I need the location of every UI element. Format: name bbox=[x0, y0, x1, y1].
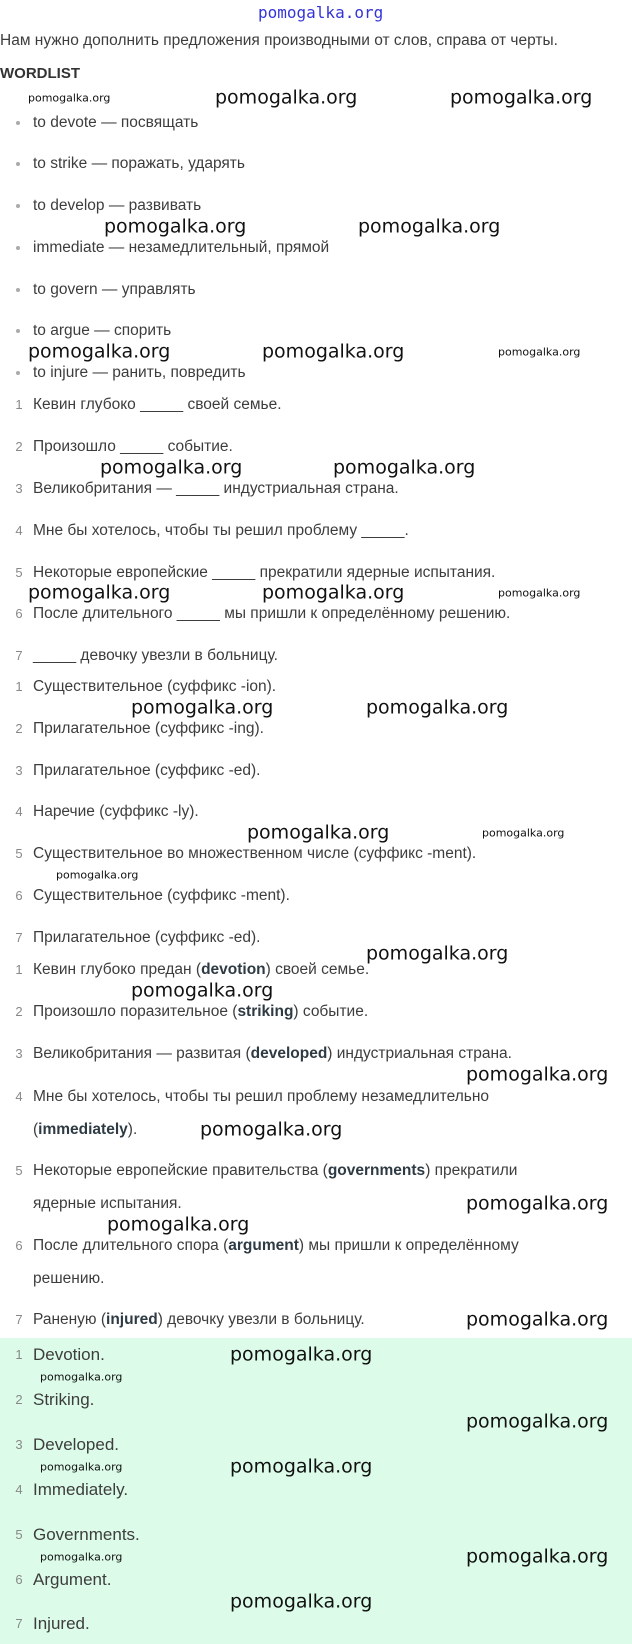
item-number: 3 bbox=[15, 763, 23, 778]
watermark: pomogalka.org bbox=[40, 1460, 123, 1474]
solution-text-part: ( bbox=[33, 1121, 39, 1138]
watermark: pomogalka.org bbox=[333, 456, 476, 479]
watermark: pomogalka.org bbox=[358, 215, 501, 238]
watermark: pomogalka.org bbox=[215, 86, 358, 109]
wordlist-text: to develop — развивать bbox=[33, 197, 202, 214]
item-number: 7 bbox=[15, 1616, 23, 1631]
solution-text bbox=[33, 1120, 137, 1140]
item-number: 6 bbox=[15, 888, 23, 903]
solution-text-part: ). bbox=[127, 1121, 138, 1138]
answer-word: injured bbox=[106, 1311, 158, 1328]
wordlist-text: immediate — незамедлительный, прямой bbox=[33, 239, 330, 256]
item-number: 4 bbox=[15, 1089, 23, 1104]
item-number: 6 bbox=[15, 1572, 23, 1587]
hint-text: Существительное во множественном числе (суффикс -ment). bbox=[33, 845, 477, 862]
watermark: pomogalka.org bbox=[28, 91, 111, 105]
item-number: 7 bbox=[15, 930, 23, 945]
item-number: 2 bbox=[15, 1004, 23, 1019]
item-number: 1 bbox=[15, 397, 23, 412]
solution-text bbox=[33, 1044, 512, 1064]
solution-text-part: Мне бы хотелось, чтобы ты решил проблему незамедлительно bbox=[33, 1088, 490, 1105]
hint-text: Существительное (суффикс -ment). bbox=[33, 887, 290, 904]
watermark: pomogalka.org bbox=[131, 979, 274, 1002]
wordlist-text: to argue — спорить bbox=[33, 322, 172, 339]
item-number: 5 bbox=[15, 1527, 23, 1542]
item-number: 2 bbox=[15, 721, 23, 736]
solution-text-part: ) индустриальная страна. bbox=[327, 1045, 512, 1062]
watermark: pomogalka.org bbox=[230, 1455, 373, 1478]
item-number: 5 bbox=[15, 846, 23, 861]
watermark: pomogalka.org bbox=[56, 868, 139, 882]
solution-text bbox=[33, 1002, 368, 1022]
item-number: 4 bbox=[15, 523, 23, 538]
intro-text: Нам нужно дополнить предложения производными от слов, справа от черты. bbox=[0, 32, 558, 49]
watermark: pomogalka.org bbox=[498, 345, 581, 359]
solution-text-part: ) событие. bbox=[293, 1003, 369, 1020]
solution-text bbox=[33, 1236, 519, 1256]
answer-text: Devotion. bbox=[33, 1345, 105, 1364]
watermark: pomogalka.org bbox=[466, 1410, 609, 1433]
site-header-link[interactable]: pomogalka.org bbox=[258, 3, 384, 22]
watermark: pomogalka.org bbox=[482, 826, 565, 840]
answer-word: striking bbox=[237, 1003, 294, 1020]
answer-text: Immediately. bbox=[33, 1480, 129, 1499]
bullet-icon bbox=[16, 121, 20, 125]
watermark: pomogalka.org bbox=[466, 1308, 609, 1331]
hint-text: Существительное (суффикс -ion). bbox=[33, 678, 277, 695]
hint-text: Прилагательное (суффикс -ed). bbox=[33, 762, 261, 779]
bullet-icon bbox=[16, 371, 20, 375]
solution-text bbox=[33, 960, 369, 980]
watermark: pomogalka.org bbox=[450, 86, 593, 109]
solution-text-part: Великобритания — развитая ( bbox=[33, 1045, 251, 1062]
solution-text-part: Раненую ( bbox=[33, 1311, 107, 1328]
item-number: 5 bbox=[15, 565, 23, 580]
answer-word: developed bbox=[250, 1045, 328, 1062]
watermark: pomogalka.org bbox=[28, 581, 171, 604]
item-number: 3 bbox=[15, 481, 23, 496]
item-number: 1 bbox=[15, 679, 23, 694]
answer-text: Striking. bbox=[33, 1390, 95, 1409]
item-number: 4 bbox=[15, 1482, 23, 1497]
answer-word: immediately bbox=[38, 1121, 128, 1138]
item-number: 1 bbox=[15, 962, 23, 977]
watermark: pomogalka.org bbox=[100, 456, 243, 479]
answer-text: Injured. bbox=[33, 1614, 90, 1633]
solution-text bbox=[33, 1161, 517, 1181]
task-text: Великобритания — _____ индустриальная страна. bbox=[33, 480, 399, 497]
answer-text: Governments. bbox=[33, 1525, 140, 1544]
answer-text: Argument. bbox=[33, 1570, 112, 1589]
watermark: pomogalka.org bbox=[230, 1590, 373, 1613]
solution-text-part: ) своей семье. bbox=[265, 961, 370, 978]
solution-text-part: ) прекратили bbox=[425, 1162, 518, 1179]
watermark: pomogalka.org bbox=[366, 942, 509, 965]
watermark: pomogalka.org bbox=[466, 1192, 609, 1215]
watermark: pomogalka.org bbox=[28, 340, 171, 363]
watermark: pomogalka.org bbox=[200, 1118, 343, 1141]
item-number: 6 bbox=[15, 1238, 23, 1253]
solution-text-part: решению. bbox=[33, 1270, 105, 1287]
solution-text bbox=[33, 1310, 365, 1330]
item-number: 2 bbox=[15, 1392, 23, 1407]
item-number: 6 bbox=[15, 606, 23, 621]
watermark: pomogalka.org bbox=[40, 1550, 123, 1564]
solution-text-part: Некоторые европейские правительства ( bbox=[33, 1162, 328, 1179]
item-number: 7 bbox=[15, 1312, 23, 1327]
solution-text-part: ядерные испытания. bbox=[33, 1195, 182, 1212]
watermark: pomogalka.org bbox=[131, 696, 274, 719]
task-text: _____ девочку увезли в больницу. bbox=[33, 647, 278, 664]
answer-word: devotion bbox=[201, 961, 266, 978]
hint-text: Прилагательное (суффикс -ing). bbox=[33, 720, 264, 737]
item-number: 2 bbox=[15, 439, 23, 454]
task-text: Произошло _____ событие. bbox=[33, 438, 233, 455]
task-text: Кевин глубоко _____ своей семье. bbox=[33, 396, 282, 413]
answer-word: governments bbox=[327, 1162, 426, 1179]
answer-text: Developed. bbox=[33, 1435, 120, 1454]
watermark: pomogalka.org bbox=[40, 1370, 123, 1384]
task-text: Мне бы хотелось, чтобы ты решил проблему _____. bbox=[33, 522, 409, 539]
watermark: pomogalka.org bbox=[107, 1213, 250, 1236]
watermark: pomogalka.org bbox=[366, 696, 509, 719]
solution-text-part: Произошло поразительное ( bbox=[33, 1003, 238, 1020]
solution-text-part: Кевин глубоко предан ( bbox=[33, 961, 202, 978]
item-number: 1 bbox=[15, 1347, 23, 1362]
item-number: 3 bbox=[15, 1046, 23, 1061]
solution-text-part: После длительного спора ( bbox=[33, 1237, 229, 1254]
hint-text: Наречие (суффикс -ly). bbox=[33, 803, 199, 820]
watermark: pomogalka.org bbox=[466, 1063, 609, 1086]
bullet-icon bbox=[16, 204, 20, 208]
watermark: pomogalka.org bbox=[247, 821, 390, 844]
answer-word: argument bbox=[228, 1237, 299, 1254]
wordlist-text: to injure — ранить, повредить bbox=[33, 364, 246, 381]
bullet-icon bbox=[16, 329, 20, 333]
watermark: pomogalka.org bbox=[466, 1545, 609, 1568]
item-number: 5 bbox=[15, 1163, 23, 1178]
item-number: 3 bbox=[15, 1437, 23, 1452]
solution-text-part: ) мы пришли к определённому bbox=[298, 1237, 519, 1254]
watermark: pomogalka.org bbox=[498, 586, 581, 600]
solution-text bbox=[33, 1087, 489, 1107]
item-number: 7 bbox=[15, 648, 23, 663]
watermark: pomogalka.org bbox=[262, 340, 405, 363]
watermark: pomogalka.org bbox=[104, 215, 247, 238]
task-text: После длительного _____ мы пришли к определённому решению. bbox=[33, 605, 511, 622]
hint-text: Прилагательное (суффикс -ed). bbox=[33, 929, 261, 946]
wordlist-text: to govern — управлять bbox=[33, 281, 196, 298]
wordlist-text: to devote — посвящать bbox=[33, 114, 199, 131]
bullet-icon bbox=[16, 246, 20, 250]
watermark: pomogalka.org bbox=[262, 581, 405, 604]
wordlist-title: WORDLIST bbox=[0, 65, 80, 82]
item-number: 4 bbox=[15, 804, 23, 819]
bullet-icon bbox=[16, 288, 20, 292]
wordlist-text: to strike — поражать, ударять bbox=[33, 155, 245, 172]
solution-text-part: ) девочку увезли в больницу. bbox=[157, 1311, 365, 1328]
bullet-icon bbox=[16, 162, 20, 166]
task-text: Некоторые европейские _____ прекратили ядерные испытания. bbox=[33, 564, 496, 581]
watermark: pomogalka.org bbox=[230, 1343, 373, 1366]
